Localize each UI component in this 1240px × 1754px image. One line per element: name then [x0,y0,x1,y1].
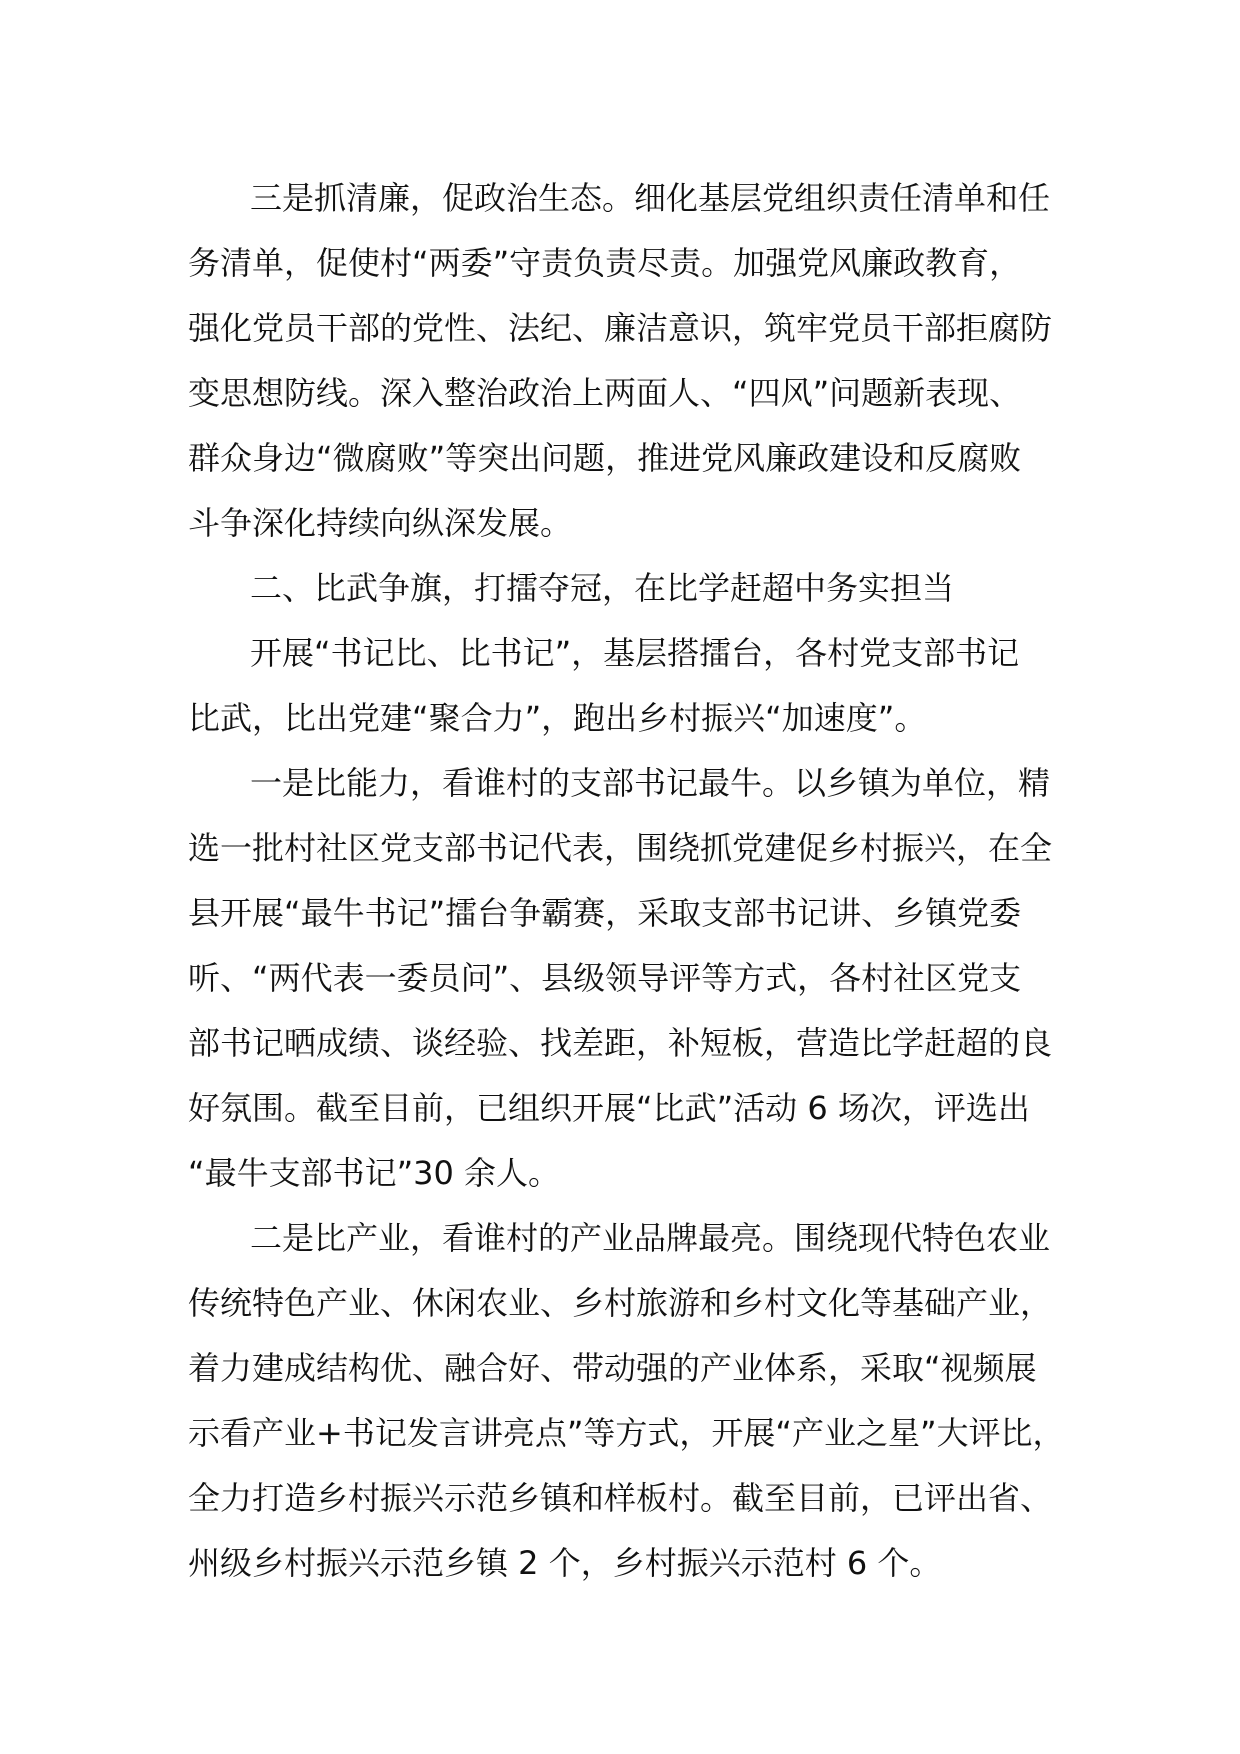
text-line: 好氛围。截至目前，已组织开展“比武”活动 6 场次，评选出 [188,1089,1030,1127]
text-line: 听、“两代表一委员问”、县级领导评等方式，各村社区党支 [188,959,1022,997]
text-line: 选一批村社区党支部书记代表，围绕抓党建促乡村振兴，在全 [188,829,1053,867]
text-line: 比武，比出党建“聚合力”，跑出乡村振兴“加速度”。 [188,699,927,737]
text-line: 着力建成结构优、融合好、带动强的产业体系，采取“视频展 [188,1349,1037,1387]
text-line: 州级乡村振兴示范乡镇 2 个，乡村振兴示范村 6 个。 [188,1544,942,1582]
text-line: 传统特色产业、休闲农业、乡村旅游和乡村文化等基础产业， [188,1284,1053,1322]
text-line: 群众身边“微腐败”等突出问题，推进党风廉政建设和反腐败 [188,439,1022,477]
text-line: “最牛支部书记”30 余人。 [188,1154,561,1192]
text-line: 三是抓清廉，促政治生态。细化基层党组织责任清单和任 [250,179,1051,217]
text-line: 县开展“最牛书记”擂台争霸赛，采取支部书记讲、乡镇党委 [188,894,1022,932]
text-line: 强化党员干部的党性、法纪、廉洁意识，筑牢党员干部拒腐防 [188,309,1053,347]
text-line: 一是比能力，看谁村的支部书记最牛。以乡镇为单位，精 [250,764,1051,802]
text-line: 二是比产业，看谁村的产业品牌最亮。围绕现代特色农业 [250,1219,1051,1257]
text-line: 示看产业+书记发言讲亮点”等方式，开展“产业之星”大评比， [188,1414,1065,1452]
text-line: 变思想防线。深入整治政治上两面人、“四风”问题新表现、 [188,374,1022,412]
text-line: 全力打造乡村振兴示范乡镇和样板村。截至目前，已评出省、 [188,1479,1053,1517]
text-line: 斗争深化持续向纵深发展。 [188,504,573,542]
text-line: 务清单，促使村“两委”守责负责尽责。加强党风廉政教育， [188,244,1022,282]
text-line: 开展“书记比、比书记”，基层搭擂台，各村党支部书记 [250,634,1020,672]
document-body [188,166,1088,1596]
text-line: 二、比武争旗，打擂夺冠，在比学赶超中务实担当 [250,569,955,607]
text-line: 部书记晒成绩、谈经验、找差距，补短板，营造比学赶超的良 [188,1024,1053,1062]
